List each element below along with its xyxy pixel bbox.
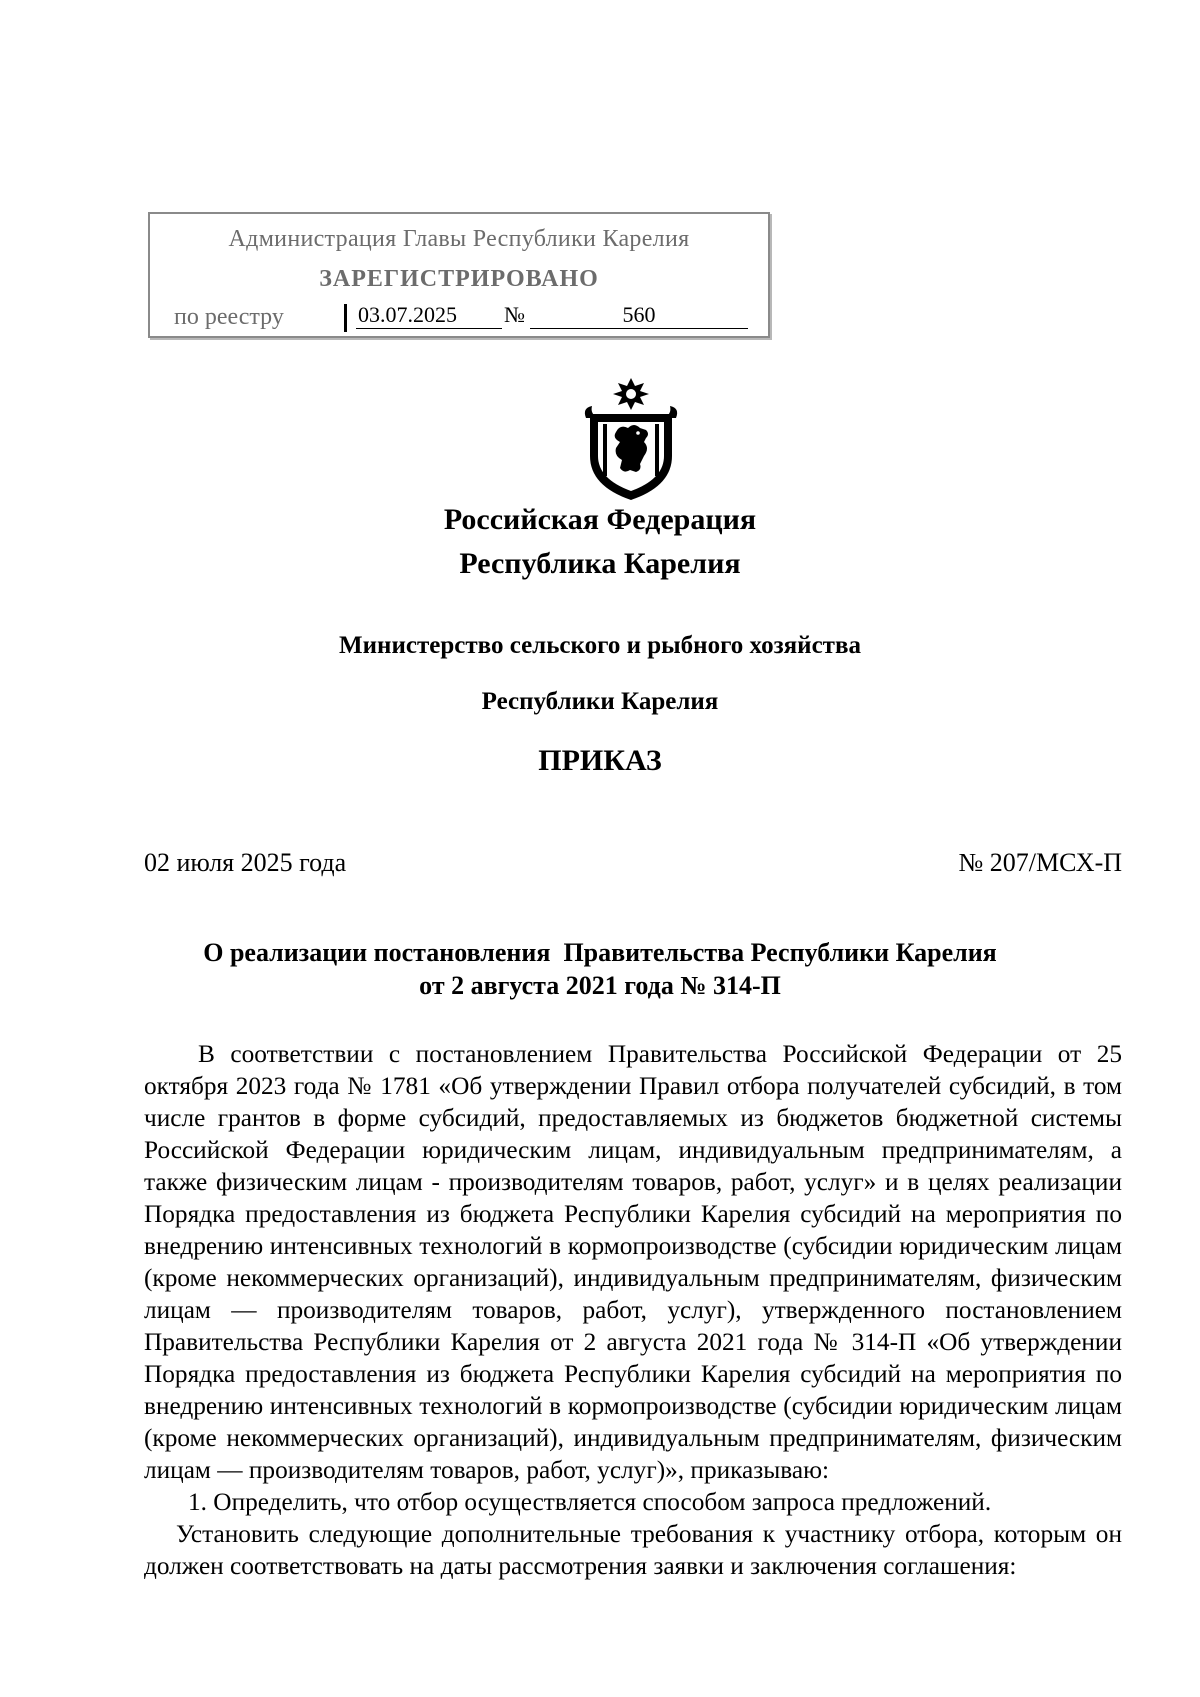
body-requirements: Установить следующие дополнительные требования к участнику отбора, которым он должен соответствовать на даты рассмотрения заявки и заключения соглашения: [144,1520,1122,1580]
stamp-registry-number: 560 [530,302,748,329]
registration-stamp [148,212,770,338]
stamp-registry-label: по реестру [174,304,284,330]
body-item-1: 1. Определить, что отбор осуществляется способом запроса предложений. [188,1488,992,1516]
stamp-organization: Администрация Главы Республики Карелия [228,226,690,252]
stamp-number-sign: № [504,302,525,327]
ministry-name-line2: Республики Карелия [481,688,719,715]
document-subject [0,936,1200,1002]
document-type: ПРИКАЗ [538,744,662,777]
stamp-registry-date: 03.07.2025 [356,302,502,329]
body-paragraph-main: В соответствии с постановлением Правительства Российской Федерации от 25 октября 2023 года № 1781 «Об утверждении Правил отбора получателей субсидий, в том числе грантов в форме субсидий, предоставляемых из бюджетов бюджетной системы Российской Федерации юридическим лицам, индивидуальным предпринимателям, а также физическим лицам - производителям товаров, работ, услуг» и в целях реализации Порядка предоставления из бюджета Республики Карелия субсидий на мероприятия по внедрению интенсивных технологий в кормопроизводстве (субсидии юридическим лицам (кроме некоммерческих организаций), индивидуальным предпринимателям, физическим лицам — производителям товаров, работ, услуг), утвержденного постановлением Правительства Республики Карелия от 2 августа 2021 года № 314-П «Об утверждении Порядка предоставления из бюджета Республики Карелия субсидий на мероприятия по внедрению интенсивных технологий в кормопроизводстве (субсидии юридическим лицам (кроме некоммерческих организаций), индивидуальным предпринимателям, физическим лицам — производителям товаров, работ, услуг)», приказываю: [144,1040,1122,1484]
republic-name: Республика Карелия [459,547,741,580]
subject-line1: О реализации постановления Правительства Республики Карелия [203,938,997,967]
country-name: Российская Федерация [443,503,757,536]
document-header [0,498,1200,586]
document-body [144,1038,1122,1582]
coat-of-arms-icon [580,378,682,502]
ministry-name-line1: Министерство сельского и рыбного хозяйства [339,632,861,659]
subject-line2: от 2 августа 2021 года № 314-П [419,971,781,1000]
stamp-status: ЗАРЕГИСТРИРОВАНО [319,266,599,292]
document-date: 02 июля 2025 года [144,848,347,877]
text-cursor [344,304,347,332]
document-number: № 207/МСХ-П [958,848,1122,877]
stamp-registry-row [174,302,764,332]
